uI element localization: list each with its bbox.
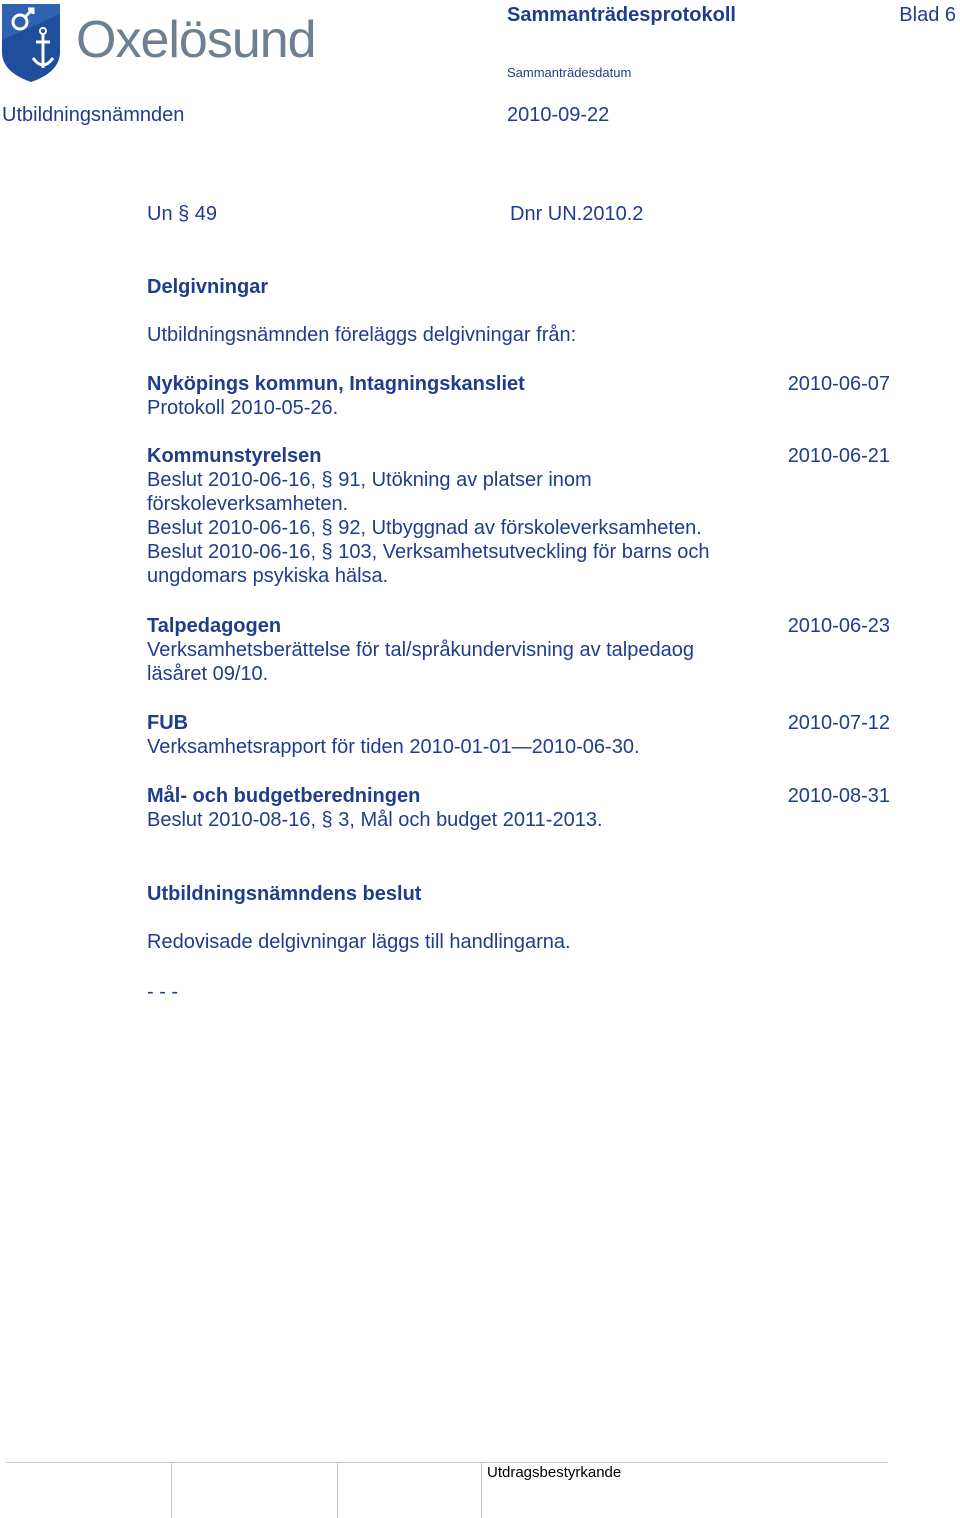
entry-line: förskoleverksamheten. xyxy=(147,493,349,515)
entry-line: Beslut 2010-06-16, § 103, Verksamhetsutveckling för barns och xyxy=(147,541,710,563)
page-number: Blad 6 xyxy=(899,4,956,26)
meeting-date-label: Sammanträdesdatum xyxy=(507,65,632,80)
case-number: Un § 49 xyxy=(147,203,218,225)
notification-entry xyxy=(147,711,890,759)
entry-line: ungdomars psykiska hälsa. xyxy=(147,565,389,587)
footer-divider xyxy=(6,1462,888,1463)
notification-entry xyxy=(147,784,890,832)
footer-signature-divider xyxy=(337,1463,338,1518)
meeting-date: 2010-09-22 xyxy=(507,104,610,126)
entry-line: Verksamhetsrapport för tiden 2010-01-01—2010-06-30. xyxy=(147,736,640,758)
entry-line: Verksamhetsberättelse för tal/språkundervisning av talpedaog xyxy=(147,639,694,661)
entry-line: Beslut 2010-06-16, § 92, Utbyggnad av förskoleverksamheten. xyxy=(147,517,702,539)
entry-source: Kommunstyrelsen xyxy=(147,445,322,467)
footer-signature-divider xyxy=(171,1463,172,1518)
department-name: Utbildningsnämnden xyxy=(2,104,185,126)
entry-line: Beslut 2010-08-16, § 3, Mål och budget 2011-2013. xyxy=(147,809,603,831)
entry-date: 2010-06-21 xyxy=(787,445,890,467)
case-title: Delgivningar xyxy=(147,276,269,298)
entry-source: Talpedagogen xyxy=(147,615,282,637)
entry-date: 2010-06-07 xyxy=(787,373,890,395)
notification-entry xyxy=(147,614,890,686)
entry-line: Protokoll 2010-05-26. xyxy=(147,397,339,419)
entry-date: 2010-08-31 xyxy=(787,785,890,807)
extract-certification-label: Utdragsbestyrkande xyxy=(487,1464,622,1481)
notification-entry xyxy=(147,372,890,420)
document-title: Sammanträdesprotokoll xyxy=(507,4,736,26)
entry-date: 2010-07-12 xyxy=(787,712,890,734)
logo-wordmark: Oxelösund xyxy=(76,11,316,69)
case-dnr: Dnr UN.2010.2 xyxy=(510,203,644,225)
entry-source: Nyköpings kommun, Intagningskansliet xyxy=(147,373,525,395)
decision-heading: Utbildningsnämndens beslut xyxy=(147,883,422,905)
entry-source: Mål- och budgetberedningen xyxy=(147,785,421,807)
case-intro: Utbildningsnämnden föreläggs delgivningar från: xyxy=(147,324,577,346)
footer-signature-divider xyxy=(481,1463,482,1518)
entry-line: Beslut 2010-06-16, § 91, Utökning av platser inom xyxy=(147,469,592,491)
entry-source: FUB xyxy=(147,712,189,734)
end-mark: - - - xyxy=(147,981,179,1003)
notification-entry xyxy=(147,444,890,588)
entry-line: läsåret 09/10. xyxy=(147,663,269,685)
entry-date: 2010-06-23 xyxy=(787,615,890,637)
decision-text: Redovisade delgivningar läggs till handlingarna. xyxy=(147,931,571,953)
